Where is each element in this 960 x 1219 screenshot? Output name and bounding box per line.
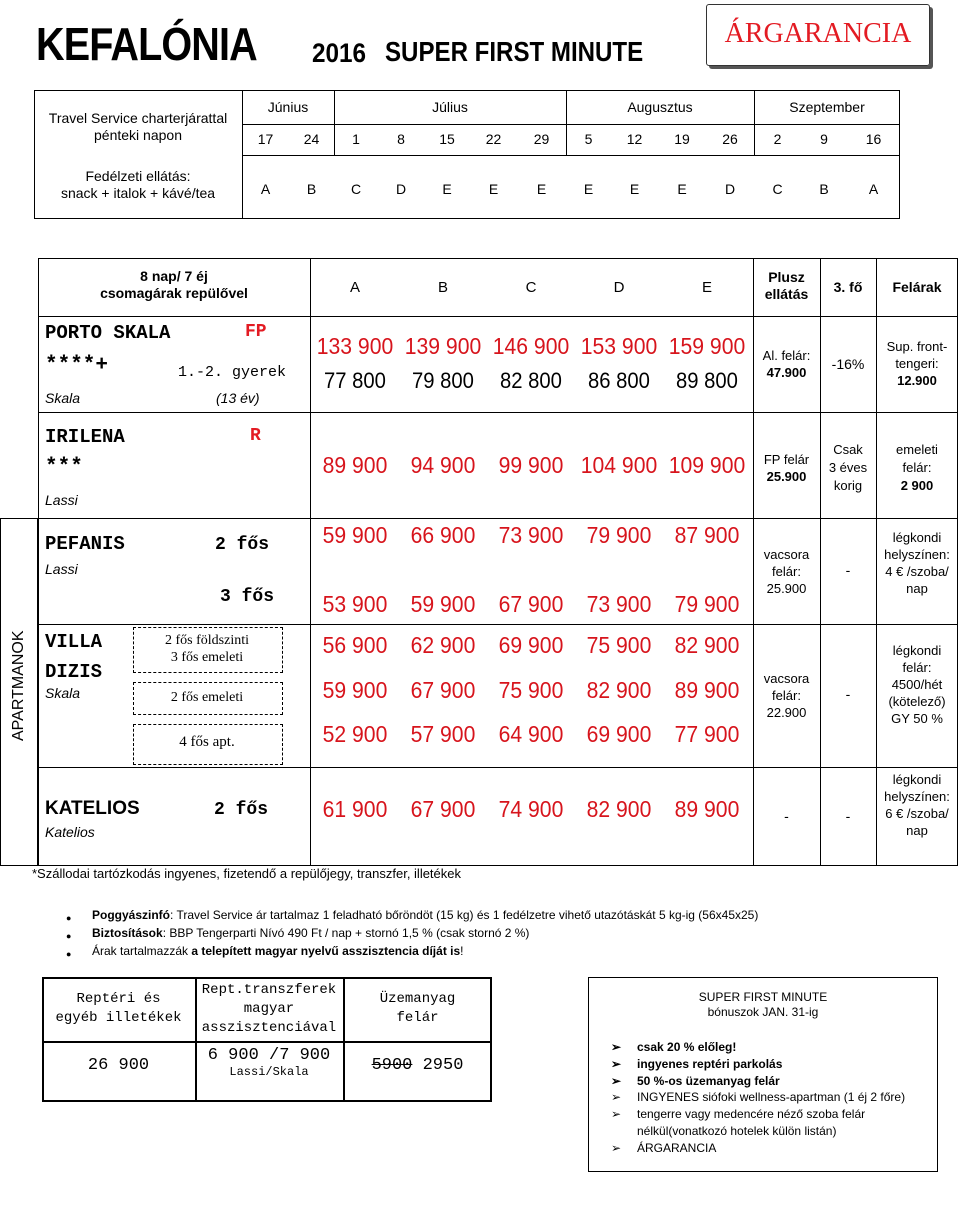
price-cell: 153 900 [580, 333, 658, 359]
price-cell: 61 900 [322, 796, 388, 822]
fees-header-transfer-1: Rept.transzferek [201, 982, 337, 998]
price-code: E [536, 181, 547, 197]
departure-date: 17 [257, 131, 274, 147]
villa-extra [876, 642, 958, 727]
villa-extra-3: 4500/hét [891, 677, 943, 692]
price-guarantee-text: ÁRGARANCIA [724, 18, 912, 49]
katelios-extra [876, 771, 958, 839]
price-code: E [442, 181, 452, 197]
season-column-b: B [437, 279, 448, 296]
bonus-item: ➢ ÁRGARANCIA [637, 1140, 932, 1157]
price-cell: 67 900 [410, 796, 476, 822]
price-cell: 89 900 [674, 677, 740, 703]
season-column-d: D [613, 279, 625, 296]
board-fp: FP [245, 322, 267, 342]
hotel-name-katelios: KATELIOS [45, 798, 140, 819]
katelios-extra-1: légkondi [892, 772, 942, 787]
bonus-item: ➢ INGYENES siófoki wellness-apartman (1 éj 2 főre) [637, 1089, 932, 1106]
child-price-cell: 77 800 [324, 368, 386, 393]
fees-value-airport: 26 900 [87, 1056, 150, 1075]
price-cell: 59 900 [322, 677, 388, 703]
villa-extra-4: (kötelező) [888, 694, 946, 709]
onboard-line-2: snack + italok + kávé/tea [60, 185, 216, 201]
villa-plus [753, 670, 820, 721]
villa-extra-1: légkondi [892, 643, 942, 658]
price-code: A [868, 181, 879, 197]
price-cell: 75 900 [498, 677, 564, 703]
price-cell: 89 900 [674, 796, 740, 822]
charter-line-1: Travel Service charterjárattal [48, 110, 228, 126]
villa-plus-1: vacsora [763, 671, 810, 686]
price-cell: 64 900 [498, 721, 564, 747]
month-july: Július [432, 99, 468, 115]
departure-date: 24 [303, 131, 320, 147]
package-header-1: 8 nap/ 7 éj [140, 268, 208, 284]
price-cell: 56 900 [322, 632, 388, 658]
departure-date: 2 [773, 131, 782, 147]
plus-board-header [753, 269, 820, 303]
onboard-info [34, 168, 242, 202]
porto-extra [876, 338, 958, 389]
info-list [92, 906, 952, 960]
plus-header-1: Plusz [768, 269, 805, 285]
fees-header-transfer-3: asszisztenciával [201, 1020, 337, 1036]
irilena-plus-1: FP felár [763, 452, 810, 467]
departure-date: 26 [722, 131, 738, 147]
price-cell: 73 900 [498, 522, 564, 548]
fees-header-airport-2: egyéb illetékek [55, 1010, 182, 1026]
fees-header-airport [42, 990, 195, 1028]
departure-date: 16 [865, 131, 882, 147]
fuel-new-price: 2950 [422, 1056, 464, 1075]
occupancy-katelios: 2 fős [214, 800, 269, 820]
info-assistance-bold: a telepített magyar nyelvű asszisztencia díját is [191, 944, 461, 958]
departure-date: 29 [533, 131, 550, 147]
porto-plus [753, 347, 820, 381]
pefanis-plus [753, 546, 820, 597]
price-cell: 82 900 [586, 796, 652, 822]
month-august: Augusztus [627, 99, 693, 115]
villa-name-2: DIZIS [45, 661, 103, 683]
porto-plus-1: Al. felár: [762, 348, 811, 363]
info-assistance-end: ! [460, 944, 464, 958]
child-price-cell: 82 800 [500, 368, 562, 393]
irilena-third-1: Csak [833, 442, 863, 457]
price-cell: 52 900 [322, 721, 388, 747]
info-luggage-text: : Travel Service ár tartalmaz 1 feladható bőröndöt (15 kg) és 1 fedélzetre vihető utazótáskát 5 kg-ig (56x45x25) [170, 908, 759, 922]
occupancy-3: 3 fős [220, 587, 275, 607]
price-cell: 69 900 [586, 721, 652, 747]
place-skala: Skala [45, 390, 81, 406]
fees-value-transfer-place: Lassi/Skala [229, 1065, 309, 1079]
price-code: C [772, 181, 783, 197]
bonus-list [637, 1039, 932, 1157]
price-code: A [260, 181, 271, 197]
villa-extra-2: felár: [902, 660, 932, 675]
fees-header-fuel [343, 990, 492, 1028]
price-cell: 67 900 [410, 677, 476, 703]
departure-date: 12 [626, 131, 643, 147]
bonus-title [588, 990, 938, 1020]
bonus-item: ➢ tengerre vagy medencére néző szoba felár [637, 1106, 932, 1123]
price-code: E [488, 181, 499, 197]
board-r: R [250, 426, 261, 446]
porto-extra-3: 12.900 [897, 373, 937, 388]
price-cell: 75 900 [586, 632, 652, 658]
departure-date: 9 [820, 131, 828, 147]
irilena-third-2: 3 éves [828, 460, 868, 475]
bonus-item: ➢ ingyenes reptéri parkolás [637, 1056, 932, 1073]
departure-date: 5 [584, 131, 593, 147]
pefanis-plus-1: vacsora [763, 547, 810, 562]
price-code: C [350, 181, 362, 197]
info-luggage [92, 906, 952, 924]
room-type-3: 4 fős apt. [179, 734, 235, 750]
month-june: Június [267, 99, 309, 115]
bonus-title-2: bónuszok JAN. 31-ig [707, 1005, 819, 1019]
price-cell: 59 900 [322, 522, 388, 548]
price-cell: 53 900 [322, 591, 388, 617]
fuel-old-price: 5900 [371, 1056, 413, 1075]
irilena-third [820, 441, 876, 495]
price-code: D [724, 181, 736, 197]
irilena-third-3: korig [833, 478, 863, 493]
irilena-extra-2: felár: [902, 460, 932, 475]
price-code: E [583, 181, 594, 197]
departure-date: 19 [674, 131, 690, 147]
porto-extra-2: tengeri: [895, 356, 939, 371]
pefanis-extra-4: nap [906, 581, 928, 596]
hotel-name-irilena: IRILENA [45, 426, 125, 448]
price-cell: 79 900 [586, 522, 652, 548]
occupancy-2: 2 fős [215, 535, 270, 555]
info-insurance-text: : BBP Tengerparti Nívó 490 Ft / nap + stornó 1,5 % (csak stornó 2 %) [162, 926, 530, 940]
price-code: E [677, 181, 687, 197]
title-destination: KEFALÓNIA [36, 18, 257, 70]
price-cell: 66 900 [410, 522, 476, 548]
price-cell: 62 900 [410, 632, 476, 658]
bonus-item-continued: nélkül(vonatkozó hotelek külön listán) [637, 1123, 837, 1138]
charter-info [34, 110, 242, 144]
katelios-extra-4: nap [906, 823, 928, 838]
hotel-name-villa [45, 627, 102, 687]
price-cell: 74 900 [498, 796, 564, 822]
price-code: E [629, 181, 640, 197]
fees-header-fuel-1: Üzemanyag [379, 991, 456, 1007]
bonus-item: ➢ csak 20 % előleg! [637, 1039, 932, 1056]
info-insurance-label: Biztosítások [92, 926, 163, 940]
irilena-plus-2: 25.900 [766, 469, 807, 484]
katelios-plus: - [784, 808, 789, 824]
pefanis-extra [876, 529, 958, 597]
footnote: *Szállodai tartózkodás ingyenes, fizetendő a repülőjegy, transzfer, illetékek [32, 866, 462, 881]
porto-plus-2: 47.900 [766, 365, 807, 380]
child-price-cell: 89 800 [676, 368, 738, 393]
price-cell: 139 900 [404, 333, 482, 359]
extras-header: Felárak [892, 279, 942, 295]
room-type-1a: 2 fős földszinti [165, 633, 249, 648]
fees-value-transfer-price: 6 900 /7 900 [207, 1046, 331, 1065]
price-cell: 104 900 [580, 452, 658, 478]
room-type-1b: 3 fős emeleti [170, 650, 244, 665]
fees-header-transfer-2: magyar [243, 1001, 295, 1017]
place-lassi-pefanis: Lassi [45, 561, 78, 577]
departure-date: 8 [397, 131, 405, 147]
porto-third: -16% [831, 356, 865, 372]
price-cell: 133 900 [316, 333, 394, 359]
room-type-2: 2 fős emeleti [170, 690, 244, 705]
season-column-a: A [349, 279, 360, 296]
package-header-2: csomagárak repülővel [100, 285, 248, 301]
hotel-name-porto: PORTO SKALA [45, 322, 171, 344]
title-year: 2016 [312, 38, 367, 68]
katelios-third: - [845, 808, 851, 824]
season-column-e: E [701, 279, 712, 296]
price-cell: 79 900 [674, 591, 740, 617]
price-cell: 59 900 [410, 591, 476, 617]
villa-third: - [845, 686, 851, 702]
page-title [36, 14, 257, 74]
place-skala-villa: Skala [45, 685, 81, 701]
price-cell: 99 900 [498, 452, 564, 478]
bonus-item: ➢ 50 %-os üzemanyag felár [637, 1073, 932, 1090]
departure-date: 22 [485, 131, 502, 147]
child-price-cell: 79 800 [412, 368, 474, 393]
pefanis-plus-2: felár: [772, 564, 801, 579]
pefanis-plus-3: 25.900 [766, 581, 807, 596]
pefanis-extra-3: 4 € /szoba/ [885, 564, 949, 579]
irilena-plus [753, 451, 820, 485]
charter-line-2: pénteki napon [94, 127, 182, 143]
season-column-c: C [525, 279, 537, 296]
child-age: (13 év) [216, 390, 260, 406]
price-cell: 82 900 [586, 677, 652, 703]
bonus-title-1: SUPER FIRST MINUTE [698, 990, 828, 1004]
price-cell: 87 900 [674, 522, 740, 548]
fees-header-airport-1: Reptéri és [76, 991, 161, 1007]
apartments-side-label: APARTMANOK [10, 630, 27, 741]
price-guarantee-badge [706, 4, 930, 66]
place-katelios: Katelios [45, 824, 95, 840]
price-cell: 109 900 [668, 452, 746, 478]
third-person-header: 3. fő [833, 279, 863, 295]
departure-date: 15 [439, 131, 455, 147]
katelios-extra-3: 6 € /szoba/ [885, 806, 949, 821]
room-type-1 [133, 632, 281, 666]
porto-extra-1: Sup. front- [886, 339, 948, 354]
child-label: 1.-2. gyerek [178, 364, 287, 381]
pefanis-extra-1: légkondi [892, 530, 942, 545]
price-cell: 69 900 [498, 632, 564, 658]
irilena-extra-3: 2 900 [900, 478, 934, 493]
price-cell: 67 900 [498, 591, 564, 617]
onboard-line-1: Fedélzeti ellátás: [85, 168, 191, 184]
price-cell: 82 900 [674, 632, 740, 658]
irilena-extra-1: emeleti [896, 442, 938, 457]
stars-irilena: *** [45, 456, 83, 479]
price-cell: 73 900 [586, 591, 652, 617]
villa-plus-3: 22.900 [766, 705, 807, 720]
villa-extra-5: GY 50 % [891, 711, 943, 726]
pefanis-third: - [845, 562, 851, 578]
info-insurance [92, 924, 952, 942]
katelios-extra-2: helyszínen: [884, 789, 950, 804]
package-header [38, 268, 310, 302]
irilena-extra [876, 441, 958, 495]
villa-name-1: VILLA [45, 631, 103, 653]
departure-date: 1 [352, 131, 360, 147]
price-code: B [306, 181, 317, 197]
price-cell: 94 900 [410, 452, 476, 478]
month-september: Szeptember [789, 99, 865, 115]
price-cell: 89 900 [322, 452, 388, 478]
info-luggage-label: Poggyászinfó [92, 908, 171, 922]
stars-porto: ****+ [45, 354, 109, 377]
price-cell: 57 900 [410, 721, 476, 747]
child-price-cell: 86 800 [588, 368, 650, 393]
info-assistance [92, 942, 952, 960]
price-cell: 146 900 [492, 333, 570, 359]
fees-value-fuel [343, 1056, 492, 1075]
title-offer: SUPER FIRST MINUTE [385, 36, 644, 67]
info-assistance-text: Árak tartalmazzák [92, 944, 192, 958]
villa-plus-2: felár: [772, 688, 801, 703]
fees-value-transfer [195, 1046, 343, 1079]
price-code: B [819, 181, 829, 197]
price-cell: 159 900 [668, 333, 746, 359]
plus-header-2: ellátás [764, 286, 809, 302]
hotel-name-pefanis: PEFANIS [45, 533, 125, 555]
pefanis-extra-2: helyszínen: [884, 547, 950, 562]
fees-header-fuel-2: felár [396, 1010, 439, 1026]
place-lassi: Lassi [45, 492, 78, 508]
price-code: D [395, 181, 407, 197]
price-cell: 77 900 [674, 721, 740, 747]
fees-header-transfer [195, 981, 343, 1038]
